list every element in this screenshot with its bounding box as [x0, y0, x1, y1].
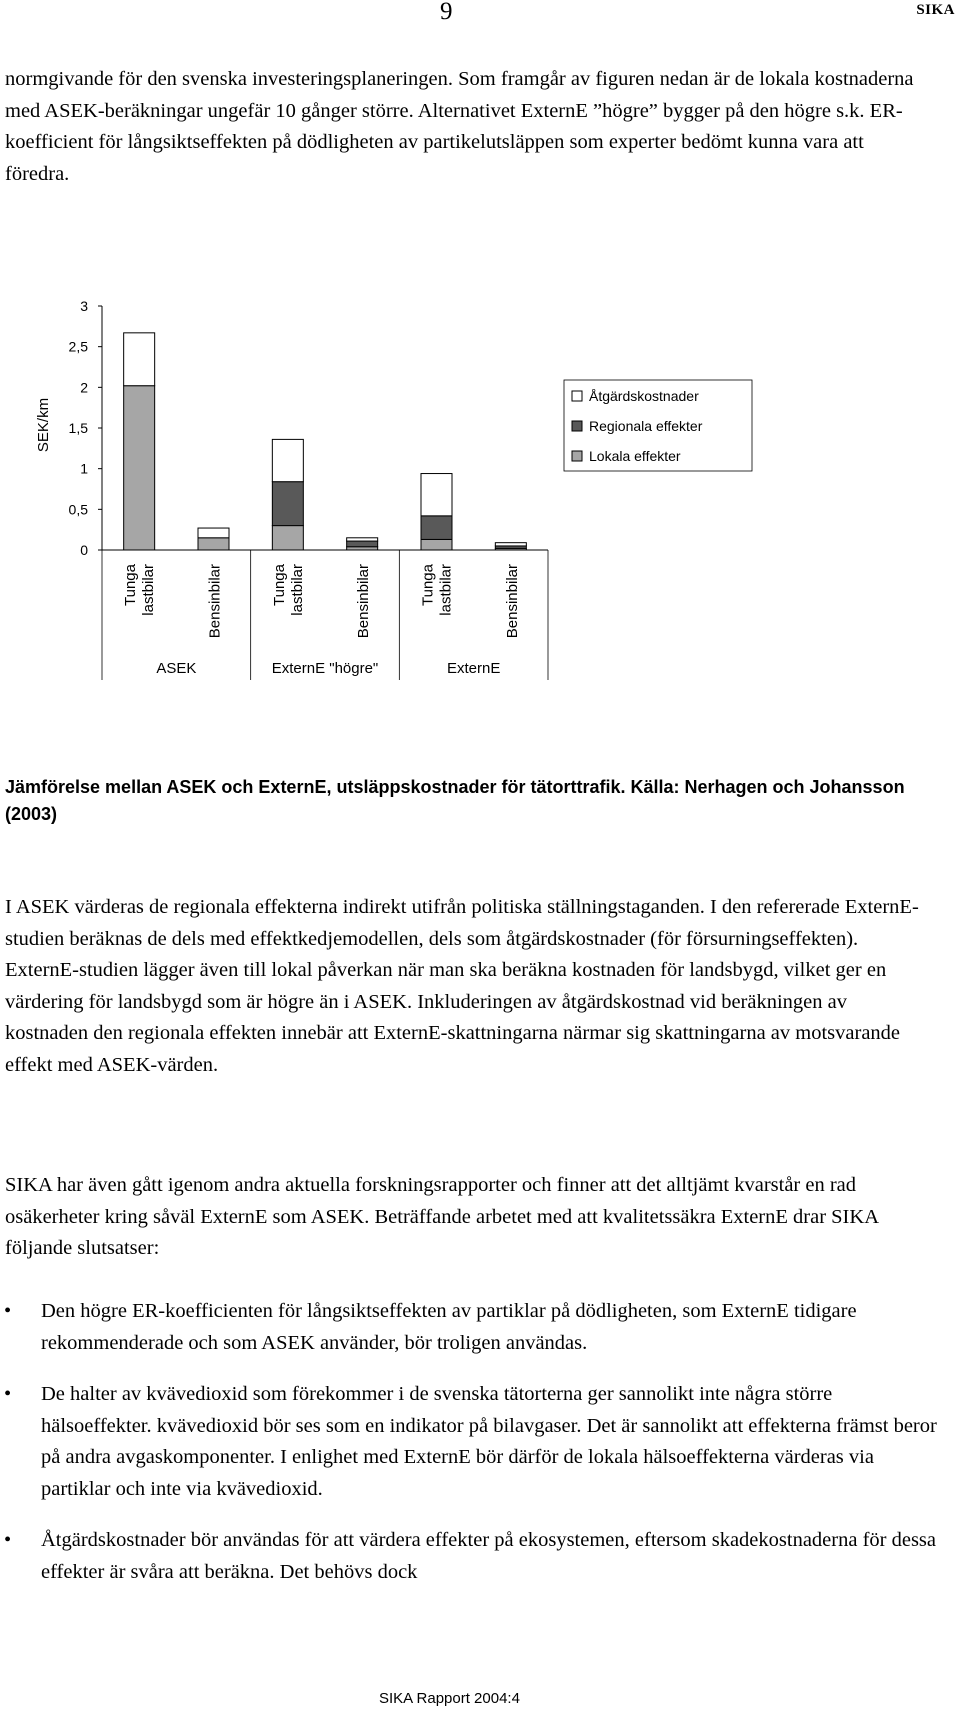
bar-segment: [272, 526, 303, 550]
y-tick-label: 0: [80, 542, 88, 558]
bar-segment: [421, 516, 452, 540]
legend-label: Regionala effekter: [589, 418, 703, 434]
bullet-icon: •: [4, 1383, 12, 1405]
x-category-label-line: Tunga: [419, 564, 437, 606]
bar-segment: [421, 474, 452, 516]
conclusion-list: [0, 1296, 940, 1608]
x-category-label-line: Tunga: [122, 564, 140, 606]
legend-swatch: [572, 421, 582, 431]
intro-paragraph: normgivande för den svenska investeringsplaneringen. Som framgår av figuren nedan är de lokala kostnaderna med ASEK-beräkningar ungefär 10 gånger större. Alternativet ExternE ”högre” bygger på den högre s.k. ER-koefficient för långsiktseffekten på dödligheten av partikelutsläppen som experter bedömt kunna vara att föredra.: [5, 68, 914, 185]
x-category-label-line: lastbilar: [437, 564, 455, 616]
y-tick-label: 2,5: [68, 338, 88, 355]
x-category-label-line: Bensinbilar: [503, 564, 521, 639]
x-category-label: [504, 564, 521, 638]
bar-segment: [124, 333, 155, 386]
list-item-text: Den högre ER-koefficienten för långsiktseffekten av partiklar på dödligheten, som ExternE tidigare rekommenderade och som ASEK använder, bör troligen användas.: [41, 1300, 857, 1354]
x-category-label: [355, 564, 372, 638]
header-brand: SIKA: [916, 2, 955, 18]
stacked-bar-chart: [0, 298, 960, 750]
bullet-icon: •: [4, 1529, 12, 1551]
x-category-label: [420, 563, 455, 615]
list-item-text: De halter av kvävedioxid som förekommer i de svenska tätorterna ger sannolikt inte några större hälsoeffekter. kvävedioxid bör ses som en indikator på bilavgaser. Det är sannolikt att effekterna främst beror på andra avgaskomponenter. I enlighet med ExternE bör därför de lokala hälsoeffekterna värderas via partiklar och inte via kvävedioxid.: [41, 1383, 937, 1500]
list-item: [0, 1379, 940, 1505]
x-category-label-line: Tunga: [270, 564, 288, 606]
list-item: [0, 1525, 940, 1588]
x-category-label-line: Bensinbilar: [355, 564, 373, 639]
y-tick-label: 2: [80, 379, 88, 396]
bar-segment: [272, 439, 303, 481]
list-item-text: Åtgärdskostnader bör användas för att värdera effekter på ekosystemen, eftersom skadekostnaderna för dessa effekter är svåra att beräkna. Det behövs dock: [41, 1529, 937, 1583]
legend-swatch: [572, 451, 582, 461]
x-category-label-line: Bensinbilar: [206, 564, 224, 639]
x-category-label: [122, 563, 157, 615]
bar-segment: [347, 541, 378, 547]
figure-caption: Jämförelse mellan ASEK och ExternE, utsläppskostnader för tätorttrafik. Källa: Nerhagen och Johansson (2003): [5, 777, 905, 824]
x-category-label: [207, 564, 224, 638]
bar-segment: [198, 538, 229, 550]
bar-segment: [272, 482, 303, 526]
list-item: [0, 1296, 940, 1359]
y-tick-label: 3: [80, 298, 88, 314]
chart-container: [0, 298, 960, 750]
x-category-label: [271, 563, 306, 615]
bar-segment: [495, 543, 526, 546]
bar-segment: [421, 539, 452, 550]
legend-label: Lokala effekter: [589, 448, 681, 464]
page-number: 9: [440, 0, 453, 25]
x-group-label: ASEK: [156, 660, 197, 677]
footer: SIKA Rapport 2004:4: [379, 1690, 520, 1707]
bullet-icon: •: [4, 1300, 12, 1322]
x-category-label-line: lastbilar: [140, 564, 158, 616]
y-axis-title: SEK/km: [35, 397, 52, 453]
x-category-label-line: lastbilar: [288, 564, 306, 616]
asek-paragraph: I ASEK värderas de regionala effekterna indirekt utifrån politiska ställningstaganden. I den refererade ExternE-studien beräknas de dels med effektkedjemodellen, dels som åtgärdskostnader (för försurningseffekten). ExternE-studien lägger även till lokal påverkan när man ska beräkna kostnaden för landsbygd, vilket ger en värdering för landsbygd som är högre än i ASEK. Inkluderingen av åtgärdskostnad vid beräkningen av kostnaden den regionala effekten innebär att ExternE-skattningarna närmar sig skattningarna av motsvarande effekt med ASEK-värden.: [5, 896, 919, 1076]
bar-segment: [124, 386, 155, 550]
y-tick-label: 0,5: [68, 501, 88, 518]
y-tick-label: 1,5: [68, 420, 88, 436]
x-group-label: ExternE "högre": [271, 660, 379, 677]
legend-swatch: [572, 391, 582, 401]
bar-segment: [198, 528, 229, 538]
x-group-label: ExternE: [446, 660, 501, 677]
sika-paragraph: SIKA har även gått igenom andra aktuella forskningsrapporter och finner att det alltjämt kvarstår en rad osäkerheter kring såväl ExternE som ASEK. Beträffande arbetet med att kvalitetssäkra ExternE drar SIKA följande slutsatser:: [5, 1174, 878, 1259]
legend-label: Åtgärdskostnader: [589, 388, 699, 404]
bar-segment: [347, 538, 378, 541]
y-tick-label: 1: [80, 460, 88, 477]
